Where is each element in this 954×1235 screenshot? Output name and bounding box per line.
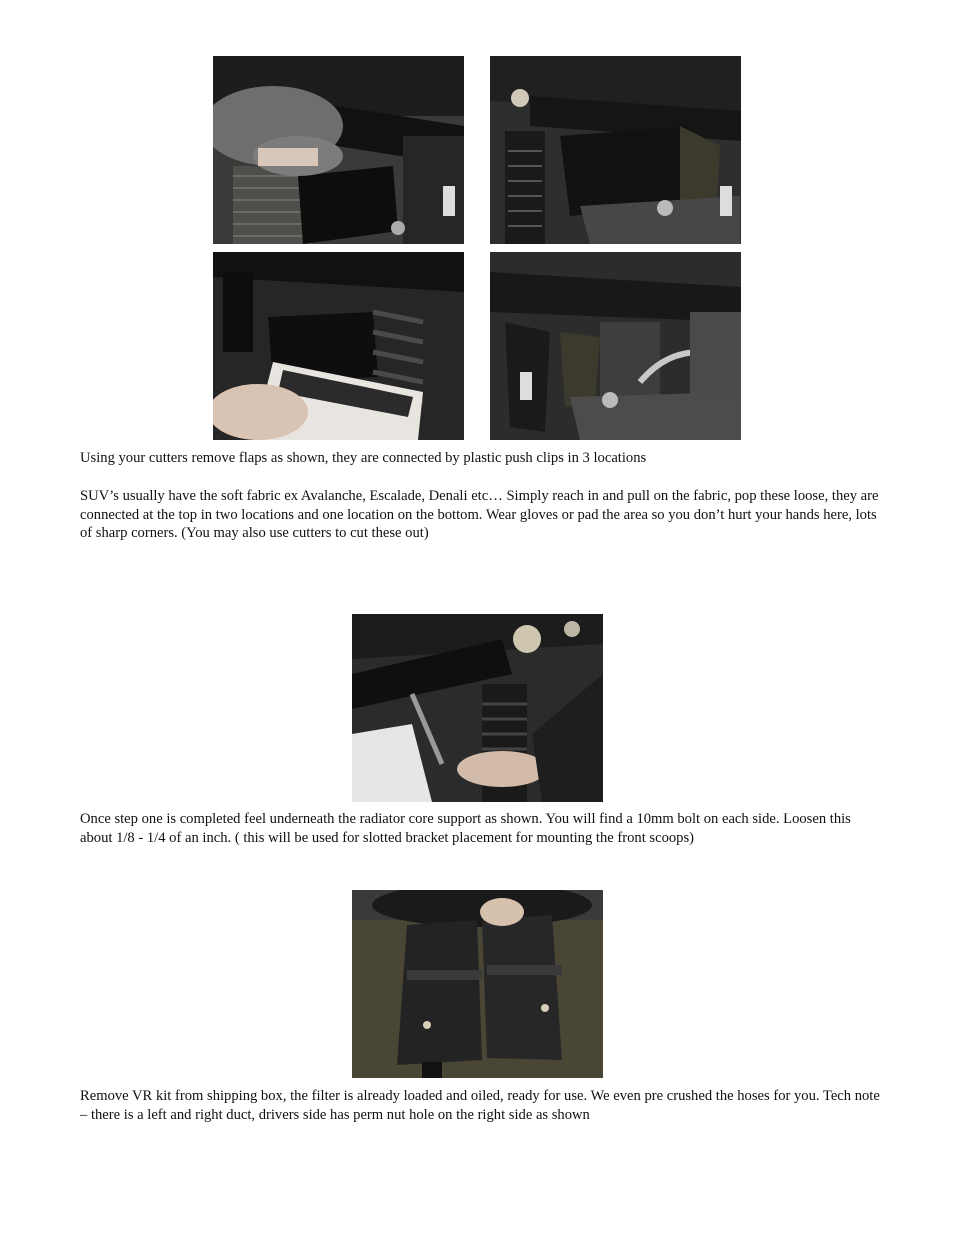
step-one-instructions: Using your cutters remove flaps as shown, they are connected by plastic push clips in 3 locations bbox=[80, 450, 647, 466]
step-two-instructions: Once step one is completed feel underneath the radiator core support as shown. You will find a 10mm bolt on each side. Loosen this about 1/8 - 1/4 of an inch. ( this will be used for slotted bracket placement for mounting the front scoops) bbox=[80, 811, 851, 846]
photo-left-right-ducts bbox=[352, 890, 603, 1078]
photo-flap-area-completed bbox=[490, 252, 741, 440]
photo-fabric-removal bbox=[213, 252, 464, 440]
photo-radiator-core-bolt bbox=[352, 614, 603, 802]
step-three-instructions: Remove VR kit from shipping box, the filter is already loaded and oiled, ready for use. We even pre crushed the hoses for you. Tech note – there is a left and right duct, drivers side has perm nut hole on the right side as shown bbox=[80, 1088, 880, 1123]
photo-flap-area bbox=[490, 56, 741, 244]
suv-fabric-note: SUV’s usually have the soft fabric ex Avalanche, Escalade, Denali etc… Simply reach in and pull on the fabric, pop these loose, they are connected at the top in two locations and one location on the bottom. Wear gloves or pad the area so you don’t hurt your hands here, lots of sharp corners. (You may also use cutters to cut these out) bbox=[80, 488, 879, 542]
photo-gloved-hand-removing-flap bbox=[213, 56, 464, 244]
